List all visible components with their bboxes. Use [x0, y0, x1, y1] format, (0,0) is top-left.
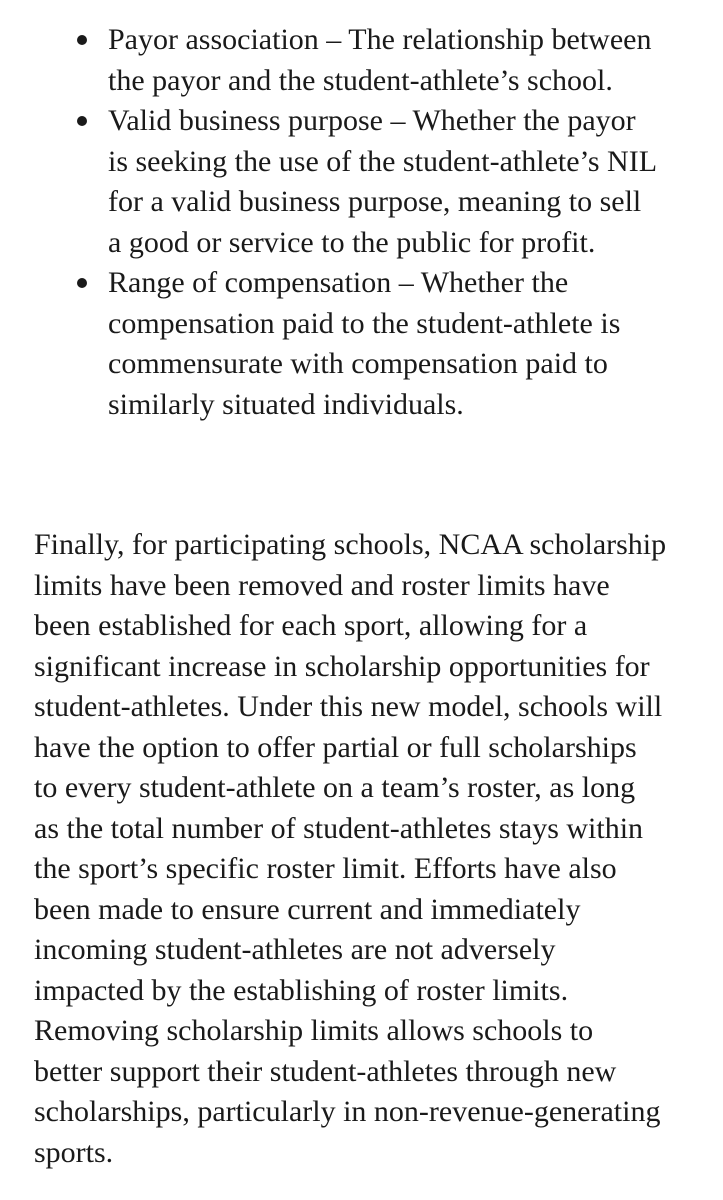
text-line: been established for each sport, allowing for a [34, 609, 588, 642]
bullet-text [108, 101, 693, 263]
text-line: Valid business purpose – Whether the payor [108, 104, 636, 137]
bullet-item-range-of-compensation [0, 263, 723, 425]
bullet-text [108, 20, 693, 101]
text-line: similarly situated individuals. [108, 387, 464, 421]
bullet-dot-icon [77, 35, 87, 45]
bullet-dot-icon [77, 278, 87, 288]
criteria-bullet-list [0, 20, 723, 425]
text-line: scholarships, particularly in non-revenue-generating [34, 1095, 661, 1128]
bullet-item-valid-business-purpose [0, 101, 723, 263]
text-line: Payor association – The relationship between [108, 23, 652, 56]
text-line: impacted by the establishing of roster limits. [34, 973, 569, 1007]
text-line: Finally, for participating schools, NCAA scholarship [34, 528, 667, 561]
text-line: have the option to offer partial or full scholarships [34, 730, 637, 764]
text-line: the sport’s specific roster limit. Efforts have also [34, 852, 617, 885]
text-line: limits have been removed and roster limits have [34, 568, 610, 602]
text-line: to every student-athlete on a team’s roster, as long [34, 771, 636, 804]
text-line: Range of compensation – Whether the [108, 266, 569, 299]
text-line: been made to ensure current and immediately [34, 892, 581, 926]
bullet-dot-icon [77, 116, 87, 126]
text-line: for a valid business purpose, meaning to sell [108, 185, 642, 218]
text-line: significant increase in scholarship opportunities for [34, 649, 650, 683]
text-line: student-athletes. Under this new model, schools will [34, 690, 663, 723]
scholarship-paragraph [34, 525, 714, 1173]
text-line: the payor and the student-athlete’s school. [108, 63, 613, 97]
text-line: compensation paid to the student-athlete is [108, 306, 621, 340]
text-line: as the total number of student-athletes stays within [34, 811, 644, 845]
text-line: Removing scholarship limits allows schools to [34, 1014, 594, 1047]
text-line: sports. [34, 1135, 114, 1169]
text-line: is seeking the use of the student-athlete’s NIL [108, 144, 658, 178]
bullet-text [108, 263, 693, 425]
text-line: incoming student-athletes are not adversely [34, 933, 556, 966]
text-line: better support their student-athletes through new [34, 1054, 617, 1088]
text-line: a good or service to the public for profit. [108, 225, 596, 259]
text-line: commensurate with compensation paid to [108, 347, 608, 380]
bullet-item-payor-association [0, 20, 723, 101]
